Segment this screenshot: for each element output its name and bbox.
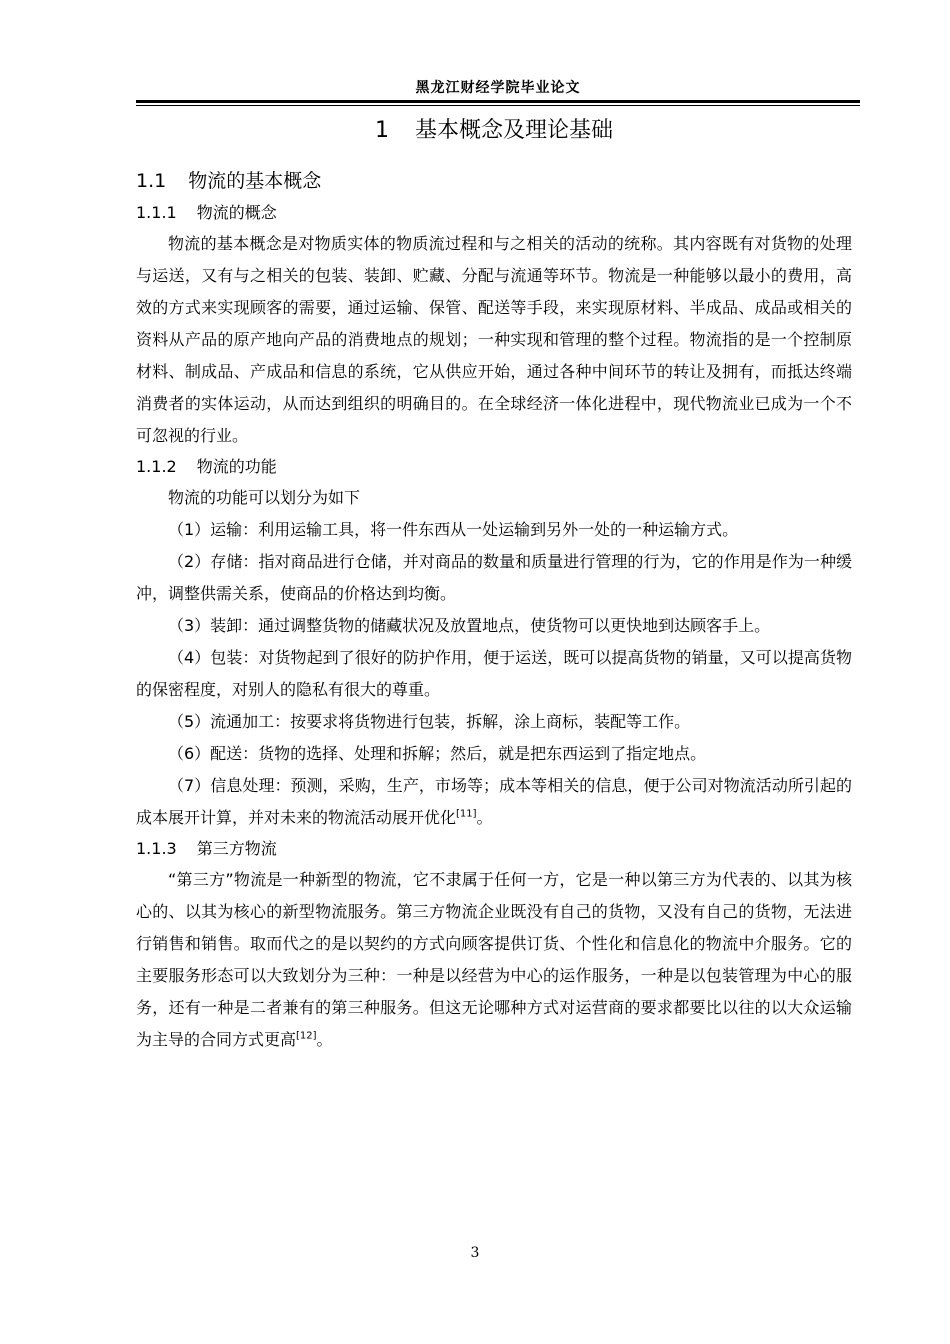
page-number: 3: [470, 1245, 480, 1261]
running-header: 黑龙江财经学院毕业论文: [415, 80, 581, 96]
subsection-heading-1-1-3: [136, 834, 852, 864]
chapter-heading: [136, 112, 852, 150]
subsection-title: 第三方物流: [196, 839, 277, 858]
paragraph-logistics-concept: 物流的基本概念是对物质实体的物质流过程和与之相关的活动的统称。其内容既有对货物的处理与运送，又有与之相关的包装、装卸、贮藏、分配与流通等环节。物流是一种能够以最小的费用，高效的方式来实现顾客的需要，通过运输、保管、配送等手段，来实现原材料、半成品、成品或相关的资料从产品的原产地向产品的消费地点的规划；一种实现和管理的整个过程。物流指的是一个控制原材料、制成品、产成品和信息的系统，它从供应开始，通过各种中间环节的转让及拥有，而抵达终端消费者的实体运动，从而达到组织的明确目的。在全球经济一体化进程中，现代物流业已成为一个不可忽视的行业。: [136, 234, 852, 445]
function-item-text: （7）信息处理：预测，采购，生产，市场等；成本等相关的信息，便于公司对物流活动所引起的成本展开计算，并对未来的物流活动展开优化: [136, 776, 852, 827]
paragraph-third-party-logistics: [136, 864, 852, 1056]
function-item: （4）包装：对货物起到了很好的防护作用，便于运送，既可以提高货物的销量，又可以提高货物的保密程度，对别人的隐私有很大的尊重。: [136, 648, 852, 699]
chapter-title: 基本概念及理论基础: [414, 118, 613, 143]
function-item-end: 。: [476, 808, 493, 827]
subsection-number: 1.1.3: [136, 839, 177, 858]
function-item: （2）存储：指对商品进行仓储，并对商品的数量和质量进行管理的行为，它的作用是作为一种缓冲，调整供需关系，使商品的价格达到均衡。: [136, 552, 852, 603]
section-title: 物流的基本概念: [188, 170, 322, 192]
paragraph-text: “第三方”物流是一种新型的物流，它不隶属于任何一方，它是一种以第三方为代表的、以其为核心的、以其为核心的新型物流服务。第三方物流企业既没有自己的货物，又没有自己的货物，无法进行销售和销售。取而代之的是以契约的方式向顾客提供订货、个性化和信息化的物流中介服务。它的主要服务形态可以大致划分为三种：一种是以经营为中心的运作服务，一种是以包装管理为中心的服务，还有一种是二者兼有的第三种服务。但这无论哪种方式对运营商的要求都要比以往的以大众运输为主导的合同方式更高: [136, 870, 852, 1049]
header-rule-thin: [136, 105, 860, 106]
function-item: （3）装卸：通过调整货物的储藏状况及放置地点，使货物可以更快地到达顾客手上。: [168, 616, 771, 635]
page-body: [136, 112, 852, 1056]
function-item: （5）流通加工：按要求将货物进行包装，拆解，涂上商标，装配等工作。: [168, 712, 691, 731]
subsection-number: 1.1.1: [136, 203, 177, 222]
paragraph-end: 。: [316, 1030, 333, 1049]
subsection-title: 物流的概念: [196, 203, 277, 222]
function-item: （1）运输：利用运输工具，将一件东西从一处运输到另外一处的一种运输方式。: [168, 520, 739, 539]
section-number: 1.1: [136, 170, 167, 192]
citation-ref: [12]: [296, 1030, 317, 1042]
function-item: （6）配送：货物的选择、处理和拆解；然后，就是把东西运到了指定地点。: [168, 744, 707, 763]
section-heading-1-1: [136, 164, 852, 198]
chapter-number: 1: [374, 118, 389, 143]
paragraph-functions-intro: 物流的功能可以划分为如下: [168, 488, 361, 507]
citation-ref: [11]: [456, 808, 477, 820]
subsection-number: 1.1.2: [136, 457, 177, 476]
function-item: [136, 770, 852, 834]
subsection-title: 物流的功能: [196, 457, 277, 476]
header-rule-thick: [136, 100, 860, 103]
subsection-heading-1-1-2: [136, 452, 852, 482]
subsection-heading-1-1-1: [136, 198, 852, 228]
